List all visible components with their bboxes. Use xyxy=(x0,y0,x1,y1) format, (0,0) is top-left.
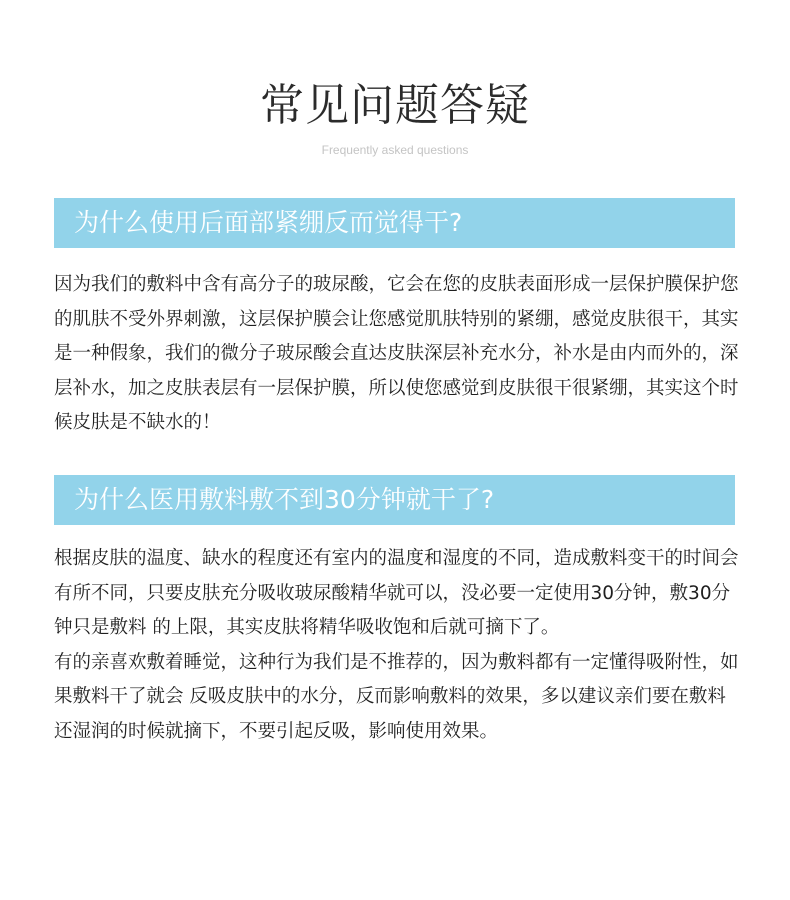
page-title: 常见问题答疑 xyxy=(260,80,530,131)
page-subtitle: Frequently asked questions xyxy=(321,143,469,157)
faq-answer-1 xyxy=(54,268,740,441)
answer-paragraph: 因为我们的敷料中含有高分子的玻尿酸，它会在您的皮肤表面形成一层保护膜保护您的肌肤不受外界刺激，这层保护膜会让您感觉肌肤特别的紧绷，感觉皮肤很干，其实是一种假象，我们的微分子玻尿酸会直达皮肤深层补充水分，补水是由内而外的，深层补水，加之皮肤表层有一层保护膜，所以使您感觉到皮肤很干很紧绷，其实这个时候皮肤是不缺水的！ xyxy=(54,274,739,434)
faq-answer-2 xyxy=(54,542,740,750)
answer-paragraph: 根据皮肤的温度、缺水的程度还有室内的温度和湿度的不同，造成敷料变干的时间会有所不同，只要皮肤充分吸收玻尿酸精华就可以，没必要一定使用30分钟，敷30分钟只是敷料 的上限，其实皮肤将精华吸收饱和后就可摘下了。 xyxy=(54,548,739,639)
faq-question-1: 为什么使用后面部紧绷反而觉得干? xyxy=(54,198,735,248)
faq-question-2: 为什么医用敷料敷不到30分钟就干了? xyxy=(54,475,735,525)
answer-paragraph: 有的亲喜欢敷着睡觉，这种行为我们是不推荐的，因为敷料都有一定懂得吸附性，如果敷料干了就会 反吸皮肤中的水分，反而影响敷料的效果，多以建议亲们要在敷料还湿润的时候就摘下，不要引起反吸，影响使用效果。 xyxy=(54,651,739,742)
